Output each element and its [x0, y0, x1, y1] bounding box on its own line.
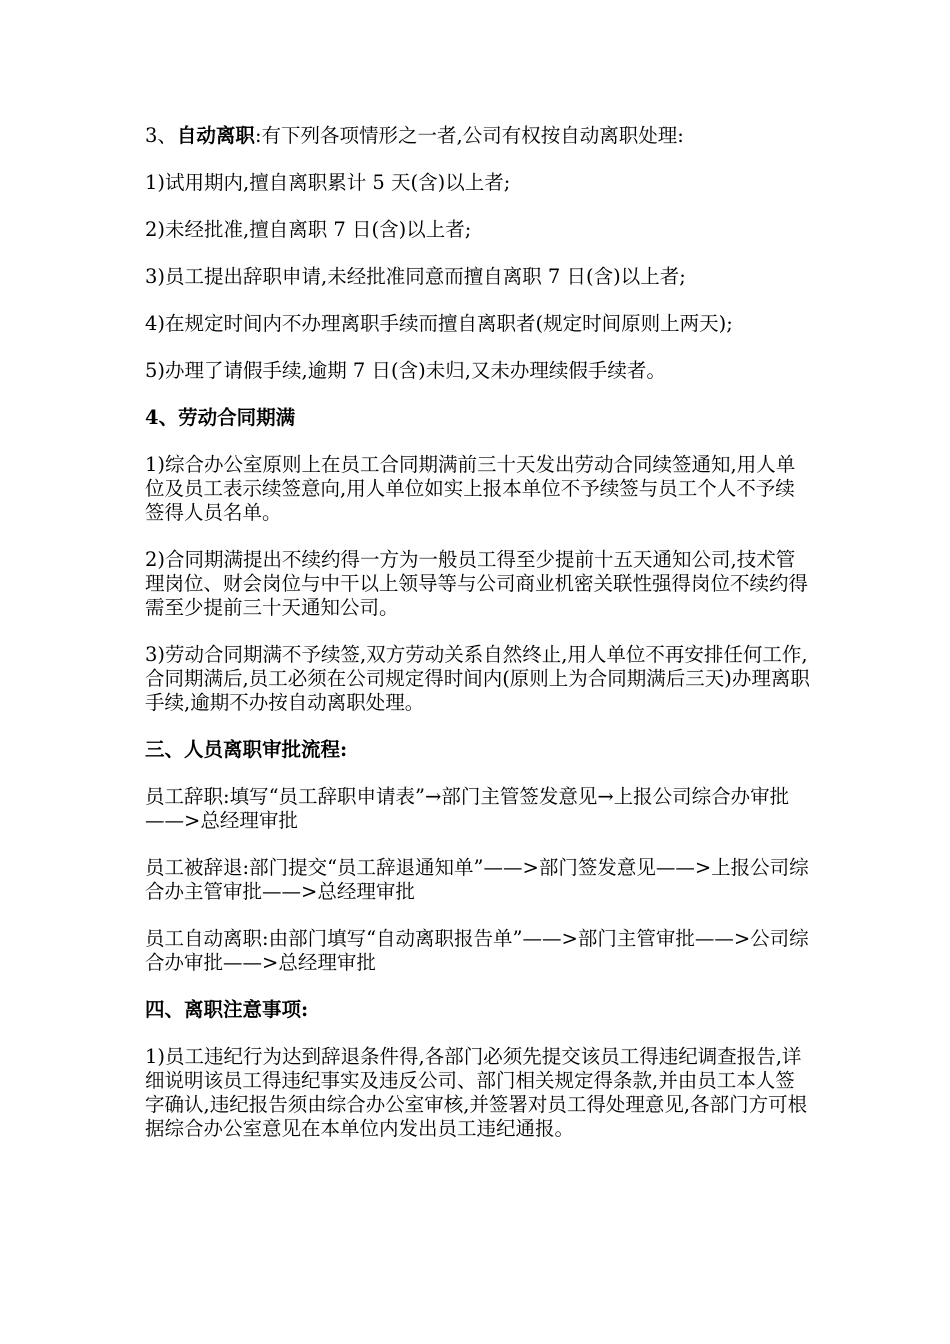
approval-auto-leave: 员工自动离职:由部门填写“自动离职报告单”——>部门主管审批——>公司综合办审批——>总经理审批: [145, 927, 809, 974]
notes-item-1: 1)员工违纪行为达到辞退条件得,各部门必须先提交该员工得违纪调查报告,详细说明该员工得违纪事实及违反公司、部门相关规定得条款,并由员工本人签字确认,违纪报告须由综合办公室审核,并签署对员工得处理意见,各部门方可根据综合办公室意见在本单位内发出员工违纪通报。: [145, 1045, 808, 1140]
approval-process-heading: 三、人员离职审批流程:: [145, 738, 348, 761]
section-4-item-3: 3)劳动合同期满不予续签,双方劳动关系自然终止,用人单位不再安排任何工作,合同期满后,员工必须在公司规定得时间内(原则上为合同期满后三天)办理离职手续,逾期不办按自动离职处理。: [145, 643, 810, 714]
notes-heading: 四、离职注意事项:: [145, 998, 309, 1021]
approval-resignation: 员工辞职:填写“员工辞职申请表”→部门主管签发意见→上报公司综合办审批——>总经理审批: [145, 785, 790, 832]
section-3-heading: [145, 124, 813, 148]
section-3-item-5: 5)办理了请假手续,逾期 7 日(含)未归,又未办理续假手续者。: [145, 359, 666, 382]
section-3-item-3: 3)员工提出辞职申请,未经批准同意而擅自离职 7 日(含)以上者;: [145, 265, 686, 288]
section-3-item-4: 4)在规定时间内不办理离职手续而擅自离职者(规定时间原则上两天);: [145, 312, 733, 335]
section-3-title: 自动离职: [176, 124, 255, 147]
document-body: [145, 124, 813, 1141]
section-3-text: :有下列各项情形之一者,公司有权按自动离职处理:: [254, 124, 684, 147]
approval-dismissal: 员工被辞退:部门提交“员工辞退通知单”——>部门签发意见——>上报公司综合办主管审批——>总经理审批: [145, 856, 809, 903]
section-3-number: 3、: [145, 124, 177, 147]
section-4-item-1: 1)综合办公室原则上在员工合同期满前三十天发出劳动合同续签通知,用人单位及员工表示续签意向,用人单位如实上报本单位不予续签与员工个人不予续签得人员名单。: [145, 453, 796, 524]
section-4-item-2: 2)合同期满提出不续约得一方为一般员工得至少提前十五天通知公司,技术管理岗位、财会岗位与中干以上领导等与公司商业机密关联性强得岗位不续约得需至少提前三十天通知公司。: [145, 548, 809, 619]
section-3-item-1: 1)试用期内,擅自离职累计 5 天(含)以上者;: [145, 171, 511, 194]
section-4-heading: 4、劳动合同期满: [145, 406, 296, 429]
section-3-item-2: 2)未经批准,擅自离职 7 日(含)以上者;: [145, 218, 472, 241]
